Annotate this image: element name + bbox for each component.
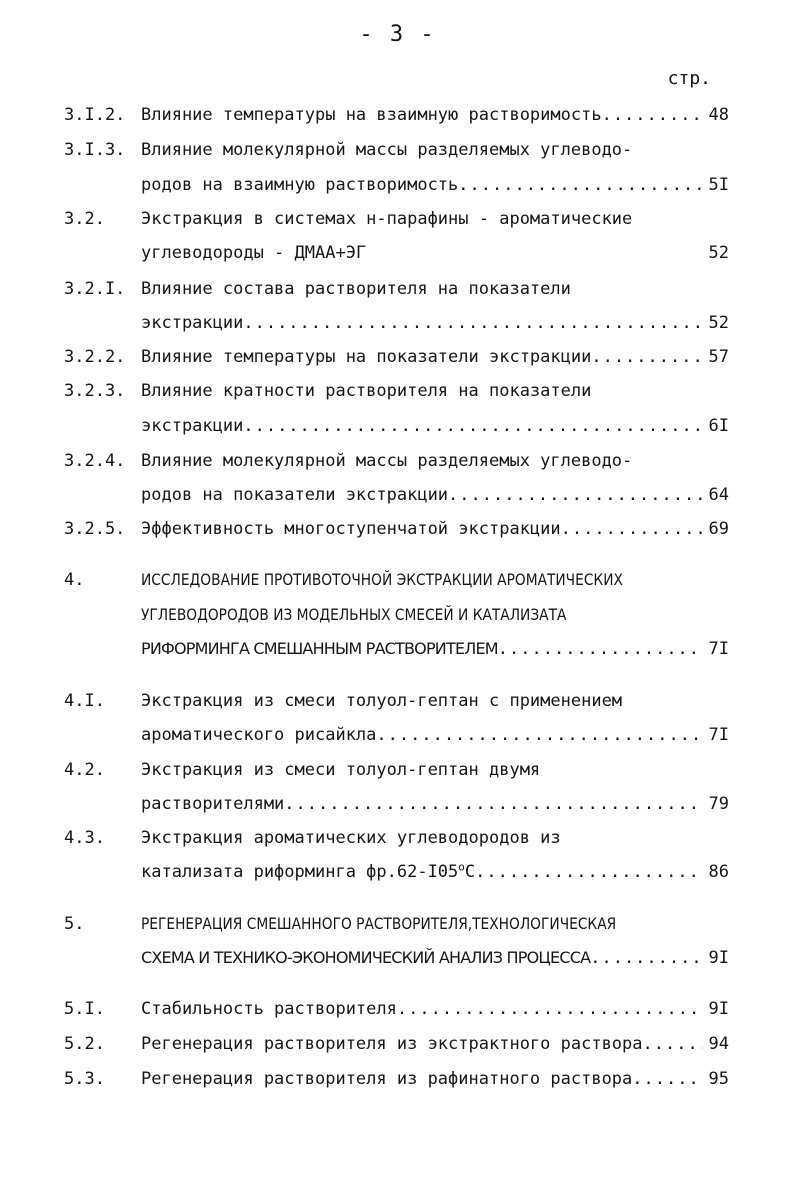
- toc-entry-line: [141, 482, 729, 508]
- toc-entry-line: [141, 1031, 729, 1057]
- toc-entry-line: [141, 344, 729, 370]
- toc-entry-number: 5.I.: [64, 999, 105, 1019]
- toc-section-number: 5.: [64, 914, 85, 934]
- dot-leader: [591, 344, 702, 370]
- toc-entry-line: [141, 1066, 729, 1092]
- toc-section-heading: СХЕМА И ТЕХНИКО-ЭКОНОМИЧЕСКИЙ АНАЛИЗ ПРОЦЕССА: [141, 948, 591, 967]
- toc-entry-text: Экстракция ароматических углеводородов из: [141, 828, 561, 848]
- dot-leader: [448, 482, 702, 508]
- toc-page-number: 7I: [708, 725, 729, 745]
- toc-entry-line: [141, 859, 729, 885]
- toc-page-number: 48: [708, 105, 729, 125]
- toc-entry-line: [141, 310, 729, 336]
- dot-leader: [284, 791, 702, 817]
- toc-page-number: 86: [708, 862, 729, 882]
- toc-entry-text: Регенерация растворителя из рафинатного раствора: [141, 1069, 633, 1089]
- toc-entry-number: 3.2.4.: [64, 451, 126, 471]
- toc-page-number: 9I: [708, 948, 729, 968]
- toc-entry-number: 3.2.I.: [64, 279, 126, 299]
- toc-entry-text: растворителями: [141, 794, 285, 814]
- toc-entry-line: [141, 516, 729, 542]
- dot-leader: [458, 172, 702, 198]
- toc-entry-line: [141, 791, 729, 817]
- dot-leader: [243, 310, 702, 336]
- toc-entry-line: [141, 413, 729, 439]
- toc-entry-number: 3.I.3.: [64, 140, 126, 160]
- toc-entry-line: [141, 240, 729, 266]
- toc-page-number: 9I: [708, 999, 729, 1019]
- toc-page-number: 94: [708, 1034, 729, 1054]
- toc-entry-text: Регенерация растворителя из экстрактного раствора: [141, 1034, 643, 1054]
- toc-entry-text: углеводороды - ДМАА+ЭГ: [141, 243, 367, 263]
- toc-page-number: 5I: [708, 175, 729, 195]
- toc-entry-text: Стабильность растворителя: [141, 999, 397, 1019]
- toc-page-number: 52: [708, 313, 729, 333]
- toc-entry-number: 4.I.: [64, 691, 105, 711]
- toc-entry-text-unit: С: [464, 862, 476, 882]
- toc-page-number: 52: [708, 243, 729, 263]
- toc-entry-text-main: катализата риформинга фр.62-I05: [141, 862, 459, 882]
- toc-entry-line: [141, 102, 729, 128]
- toc-page-number: 64: [708, 485, 729, 505]
- toc-entry-line: [141, 172, 729, 198]
- toc-entry-number: 5.2.: [64, 1034, 105, 1054]
- toc-entry-text: Влияние температуры на показатели экстракции: [141, 347, 592, 367]
- toc-entry-number: 5.3.: [64, 1069, 105, 1089]
- toc-section-heading: УГЛЕВОДОРОДОВ ИЗ МОДЕЛЬНЫХ СМЕСЕЙ И КАТАЛИЗАТА: [141, 605, 567, 624]
- toc-entry-number: 3.2.5.: [64, 519, 126, 539]
- toc-page-number: 7I: [708, 639, 729, 659]
- toc-entry-line: [141, 945, 729, 971]
- dot-leader: [643, 1031, 703, 1057]
- toc-entry-text: экстракции: [141, 313, 244, 333]
- toc-entry-text: [141, 859, 475, 885]
- toc-entry-text: Влияние температуры на взаимную растворимость: [141, 105, 602, 125]
- toc-entry-text: Экстракция из смеси толуол-гептан с применением: [141, 691, 623, 711]
- toc-entry-text: родов на показатели экстракции: [141, 485, 449, 505]
- toc-page-number: 79: [708, 794, 729, 814]
- toc-entry-number: 4.3.: [64, 828, 105, 848]
- toc-page-number: 69: [708, 519, 729, 539]
- dot-leader: [561, 516, 703, 542]
- toc-entry-text: Экстракция из смеси толуол-гептан двумя: [141, 760, 541, 780]
- toc-entry-line: [141, 996, 729, 1022]
- page-column-label: стр.: [667, 68, 711, 89]
- toc-entry-text: Влияние состава растворителя на показатели: [141, 279, 571, 299]
- toc-entry-number: 4.2.: [64, 760, 105, 780]
- toc-page-number: 57: [708, 347, 729, 367]
- toc-entry-line: [141, 636, 729, 662]
- toc-entry-text: Влияние кратности растворителя на показатели: [141, 381, 592, 401]
- toc-section-heading: ИССЛЕДОВАНИЕ ПРОТИВОТОЧНОЙ ЭКСТРАКЦИИ АРОМАТИЧЕСКИХ: [141, 570, 623, 589]
- degree-superscript: o: [458, 860, 465, 874]
- toc-entry-text: Эффективность многоступенчатой экстракции: [141, 519, 561, 539]
- toc-entry-text: родов на взаимную растворимость: [141, 175, 459, 195]
- dot-leader: [590, 945, 702, 971]
- toc-entry-number: 3.2.3.: [64, 381, 126, 401]
- toc-entry-text: Влияние молекулярной массы разделяемых углеводо-: [141, 451, 633, 471]
- dot-leader: [602, 102, 703, 128]
- toc-entry-text: экстракции: [141, 416, 244, 436]
- toc-entry-number: 3.I.2.: [64, 105, 126, 125]
- dot-leader: [632, 1066, 702, 1092]
- dot-leader: [498, 636, 703, 662]
- toc-entry-text: Экстракция в системах н-парафины - ароматические: [141, 209, 633, 229]
- page-number: - 3 -: [359, 22, 436, 47]
- toc-section-number: 4.: [64, 570, 85, 590]
- dot-leader: [475, 859, 702, 885]
- dot-leader: [397, 996, 703, 1022]
- dot-leader: [376, 722, 702, 748]
- toc-entry-number: 3.2.2.: [64, 347, 126, 367]
- toc-section-heading: РИФОРМИНГА СМЕШАННЫМ РАСТВОРИТЕЛЕМ: [141, 639, 498, 658]
- toc-entry-line: [141, 722, 729, 748]
- toc-entry-text: Влияние молекулярной массы разделяемых углеводо-: [141, 140, 633, 160]
- toc-entry-text: ароматического рисайкла: [141, 725, 377, 745]
- toc-page-number: 6I: [708, 416, 729, 436]
- toc-page-number: 95: [708, 1069, 729, 1089]
- dot-leader: [243, 413, 702, 439]
- toc-section-heading: РЕГЕНЕРАЦИЯ СМЕШАННОГО РАСТВОРИТЕЛЯ,ТЕХНОЛОГИЧЕСКАЯ: [141, 914, 617, 933]
- toc-entry-number: 3.2.: [64, 209, 105, 229]
